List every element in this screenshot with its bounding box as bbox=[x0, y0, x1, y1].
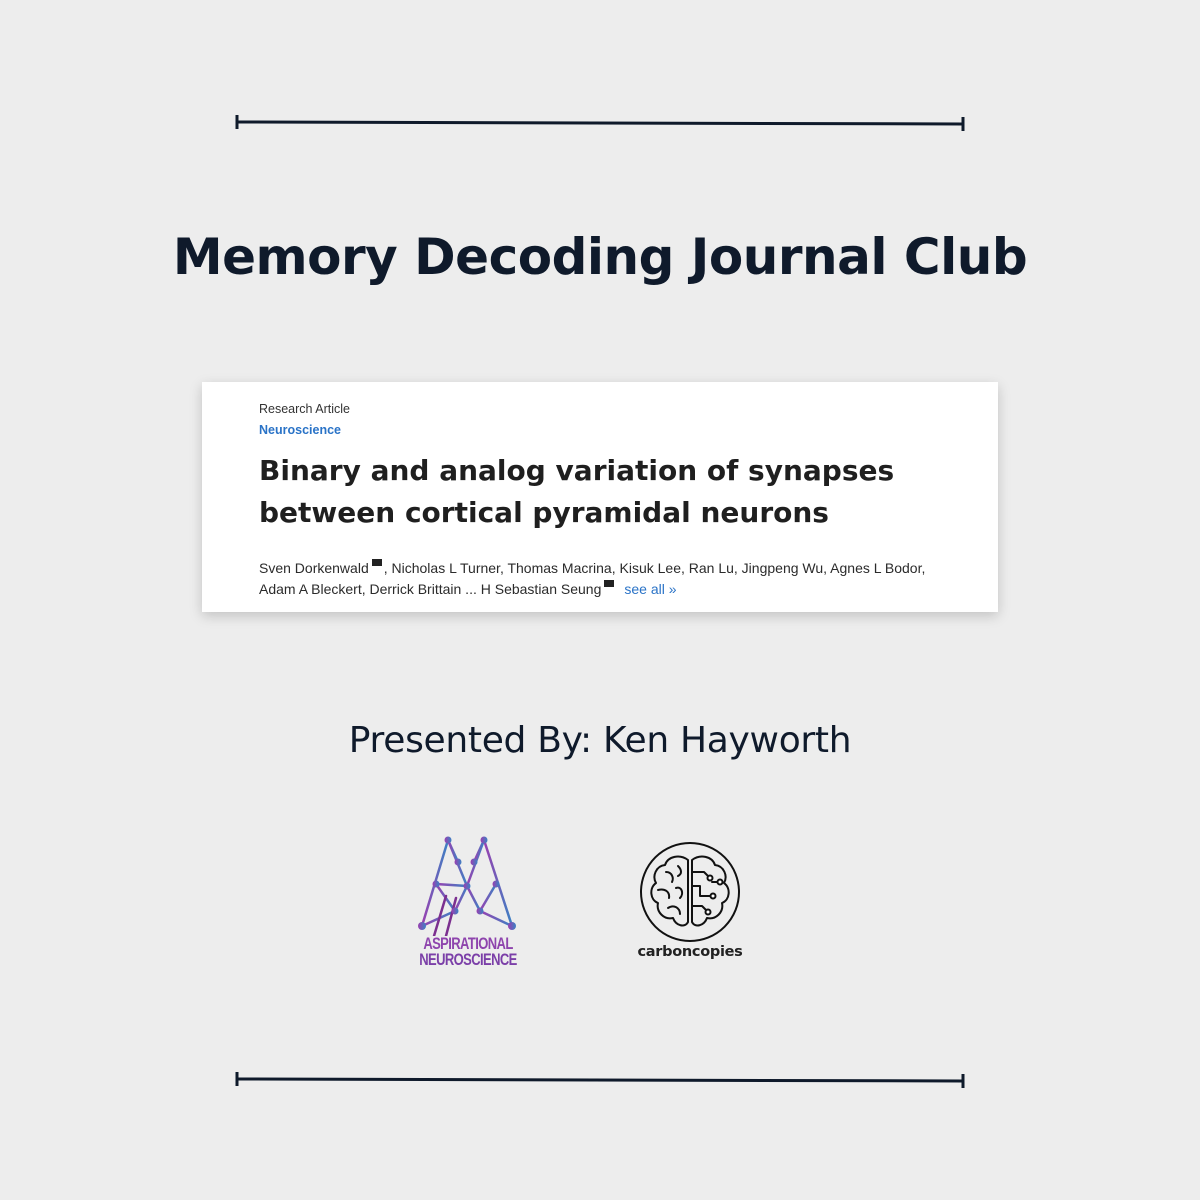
article-authors bbox=[259, 558, 979, 600]
other-authors: , Nicholas L Turner, Thomas Macrina, Kisuk Lee, Ran Lu, Jingpeng Wu, Agnes L Bodor, bbox=[383, 560, 926, 576]
carboncopies-logo bbox=[630, 838, 750, 968]
see-all-link[interactable]: see all » bbox=[624, 581, 677, 597]
authors-continued: Adam A Bleckert, Derrick Brittain ... H Sebastian Seung bbox=[259, 581, 602, 597]
carboncopies-text: carboncopies bbox=[637, 944, 743, 960]
bottom-divider bbox=[235, 1069, 965, 1089]
aspirational-neuroscience-mark-icon bbox=[412, 836, 524, 936]
top-divider bbox=[235, 112, 965, 132]
article-type: Research Article bbox=[259, 402, 351, 416]
article-card[interactable] bbox=[202, 382, 998, 612]
article-title[interactable]: Binary and analog variation of synapses between cortical pyramidal neurons bbox=[259, 454, 895, 529]
article-subject-link[interactable]: Neuroscience bbox=[259, 423, 341, 437]
presenter-label: Presented By: Ken Hayworth bbox=[348, 720, 852, 761]
mail-icon[interactable] bbox=[372, 559, 382, 566]
brain-circuit-icon bbox=[638, 840, 742, 944]
aspirational-text: ASPIRATIONAL bbox=[423, 934, 513, 953]
aspirational-neuroscience-logo bbox=[412, 836, 524, 971]
page-title: Memory Decoding Journal Club bbox=[172, 228, 1028, 286]
mail-icon[interactable] bbox=[604, 580, 614, 587]
first-author[interactable]: Sven Dorkenwald bbox=[259, 560, 369, 576]
neuroscience-text: NEUROSCIENCE bbox=[419, 950, 517, 969]
